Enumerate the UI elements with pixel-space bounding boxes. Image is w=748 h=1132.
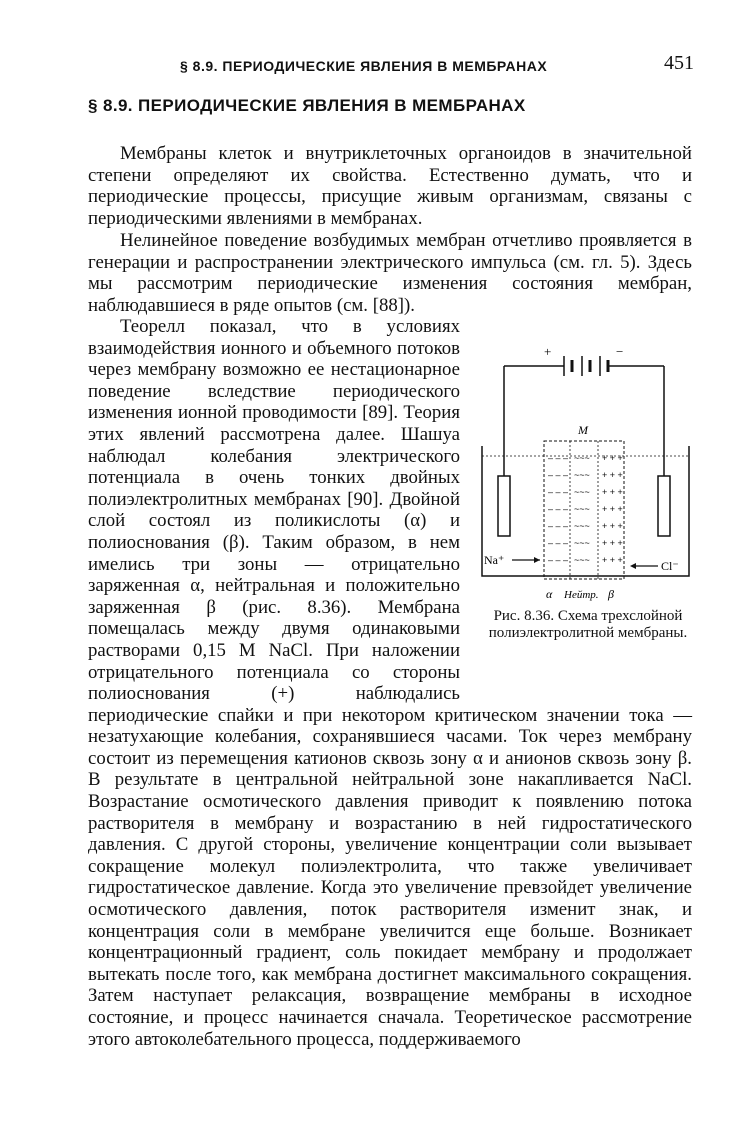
svg-text:– – –: – – – bbox=[548, 555, 569, 565]
zone-neutral-label: Нейтр. bbox=[564, 589, 599, 601]
svg-text:– – –: – – – bbox=[548, 521, 569, 531]
svg-text:~~~: ~~~ bbox=[574, 487, 590, 497]
svg-text:+ + +: + + + bbox=[602, 504, 623, 514]
left-electrode bbox=[498, 476, 510, 536]
svg-text:+ + +: + + + bbox=[602, 521, 623, 531]
running-head: § 8.9. ПЕРИОДИЧЕСКИЕ ЯВЛЕНИЯ В МЕМБРАНАХ bbox=[180, 58, 548, 74]
paragraph-2 bbox=[88, 230, 692, 316]
figure-8-36 bbox=[474, 316, 702, 690]
svg-text:– – –: – – – bbox=[548, 504, 569, 514]
svg-text:– – –: – – – bbox=[548, 538, 569, 548]
zone-beta-label: β bbox=[608, 587, 614, 601]
page-header bbox=[88, 52, 694, 82]
paragraph-text: Нелинейное поведение возбудимых мембран отчетливо проявляется в генерации и распространении электрического импульса (см. гл. 5). Здесь мы рассмотрим периодические изменения состояния мембран, наблюдавшиеся в ряде опытов (см. [88]). bbox=[88, 230, 692, 316]
svg-text:+ + +: + + + bbox=[602, 470, 623, 480]
right-electrode bbox=[658, 476, 670, 536]
svg-text:– – –: – – – bbox=[548, 470, 569, 480]
minus-sign: − bbox=[616, 344, 624, 359]
svg-text:~~~: ~~~ bbox=[574, 504, 590, 514]
paragraph-3 bbox=[88, 316, 692, 1050]
zone-alpha-label: α bbox=[546, 587, 553, 601]
svg-text:+ + +: + + + bbox=[602, 487, 623, 497]
svg-text:~~~: ~~~ bbox=[574, 453, 590, 463]
na-ion-label: Na⁺ bbox=[484, 553, 505, 567]
paragraph-text: Теорелл показал, что в условиях взаимодействия ионного и объемного потоков через мембрану возможно ее нестационарное поведение вследствие периодического изменения ионной проводимости [89]. Теория этих явлений рассмотрена далее. Шашуа наблюдал колебания электрического потенциала в очень тонких двойных полиэлектролитных мембранах [90]. Двойной слой состоял из поликислоты (α) и полиоснования (β). Таким образом, в нем имелись три зоны — отрицательно заряженная α, нейтральная и положительно заряженная β (рис. 8.36). Мембрана помещалась между двумя одинаковыми растворами 0,15 M NaCl. При наложении отрицательного потенциала со стороны полиоснования (+) наблюдались периодические спайки и при некотором критическом значении тока — незатухающие колебания, сохранявшиеся часами. Ток через мембрану состоит из перемещения катионов сквозь зону α и анионов сквозь зону β. В результате в центральной нейтральной зоне накапливается NaCl. Возрастание осмотического давления приводит к появлению потока растворителя в мембрану и возрастанию в ней гидростатического давления. С другой стороны, увеличение концентрации соли вызывает сокращение молекул полиэлектролита, что также увеличивает гидростатическое давление. Когда это увеличение превзойдет увеличение осмотического давления, поток растворителя изменит знак, и концентрация соли в мембране увеличится еще больше. Возникает концентрационный градиент, соль покидает мембрану и продолжает вытекать после того, как мембрана достигнет максимального сокращения. Затем наступает релаксация, возвращение мембраны в исходное состояние, и процесс начинается сначала. Теоретическое рассмотрение этого автоколебательного процесса, поддерживаемого bbox=[88, 316, 692, 1050]
svg-text:+ + +: + + + bbox=[602, 555, 623, 565]
svg-text:+ + +: + + + bbox=[602, 453, 623, 463]
plus-sign: + bbox=[544, 344, 552, 359]
svg-text:~~~: ~~~ bbox=[574, 470, 590, 480]
section-title: § 8.9. ПЕРИОДИЧЕСКИЕ ЯВЛЕНИЯ В МЕМБРАНАХ bbox=[88, 96, 526, 115]
svg-text:– – –: – – – bbox=[548, 453, 569, 463]
svg-text:~~~: ~~~ bbox=[574, 538, 590, 548]
figure-caption: Рис. 8.36. Схема трехслойной полиэлектролитной мембраны. bbox=[488, 608, 688, 641]
cl-ion-label: Cl⁻ bbox=[661, 559, 679, 573]
svg-text:– – –: – – – bbox=[548, 487, 569, 497]
paragraph-1 bbox=[88, 143, 692, 229]
membrane-diagram bbox=[474, 326, 702, 606]
svg-text:~~~: ~~~ bbox=[574, 555, 590, 565]
page-number: 451 bbox=[664, 52, 694, 74]
svg-text:~~~: ~~~ bbox=[574, 521, 590, 531]
membrane-label: M bbox=[578, 423, 588, 437]
paragraph-text: Мембраны клеток и внутриклеточных органоидов в значительной степени определяют их свойства. Естественно думать, что и периодические процессы, присущие живым организмам, связаны с периодическими явлениями в мембранах. bbox=[88, 143, 692, 229]
svg-text:+ + +: + + + bbox=[602, 538, 623, 548]
